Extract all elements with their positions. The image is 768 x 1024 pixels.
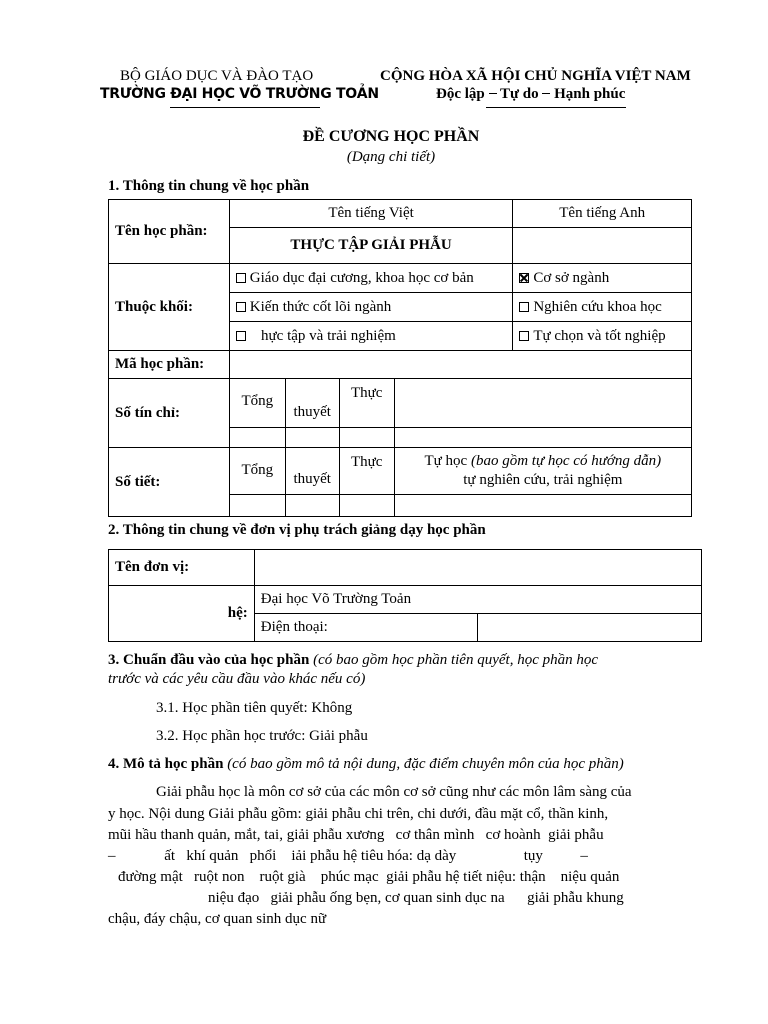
phone-value xyxy=(478,614,702,642)
section4-heading xyxy=(108,756,624,773)
block-elective-label: Tự chọn và tốt nghiệp xyxy=(533,327,666,344)
section4-note: (có bao gồm mô tả nội dung, đặc điểm chuyên môn của học phần) xyxy=(227,756,624,772)
section3-title: 3. Chuẩn đầu vào của học phần xyxy=(108,652,310,668)
block-core[interactable] xyxy=(229,293,513,322)
hours-total-header: Tổng xyxy=(229,448,285,495)
document-title: ĐỀ CƯƠNG HỌC PHẦN xyxy=(302,128,480,145)
hours-practical-header: Thực xyxy=(339,448,394,495)
col-vietnamese: Tên tiếng Việt xyxy=(229,200,513,228)
section3-note: (có bao gồm học phần tiên quyết, học phần học xyxy=(313,652,599,668)
block-research-label: Nghiên cứu khoa học xyxy=(533,298,662,315)
block-practice[interactable] xyxy=(229,322,513,351)
unit-info-table xyxy=(108,549,702,642)
credits-practical-value xyxy=(339,428,394,448)
country-name: CỘNG HÒA XÃ HỘI CHỦ NGHĨA VIỆT NAM xyxy=(380,68,691,84)
course-info-table xyxy=(108,199,692,517)
block-core-label: Kiến thức cốt lõi ngành xyxy=(249,298,392,315)
section3-note-line2: trước và các yêu cầu đầu vào khác nếu có) xyxy=(108,671,366,687)
description-line-4: – ất khí quản phổi iải phẫu hệ tiêu hóa: dạ dày tụy – xyxy=(108,848,588,864)
unit-value xyxy=(254,550,701,586)
section3-heading xyxy=(108,650,694,671)
code-label: Mã học phần: xyxy=(109,351,230,379)
self-study-line2: tự nghiên cứu, trải nghiệm xyxy=(463,472,623,488)
motto-2: Tự do xyxy=(499,86,539,102)
motto-dash-2 xyxy=(542,93,550,94)
code-value xyxy=(229,351,691,379)
name-label: Tên học phần: xyxy=(109,200,230,264)
self-study-note: (bao gồm tự học có hướng dẫn) xyxy=(470,453,662,469)
credits-extra-value xyxy=(394,428,691,448)
header-left-underline xyxy=(170,107,320,108)
phone-label: Điện thoại: xyxy=(254,614,478,642)
description-line-6: niệu đạo giải phẫu ống bẹn, cơ quan sinh dục na giải phẫu khung xyxy=(208,890,624,906)
block-practice-label: hực tập và trải nghiệm xyxy=(261,327,396,344)
course-name-en xyxy=(513,228,692,264)
description-line-7: chậu, đáy chậu, cơ quan sinh dục nữ xyxy=(108,911,327,927)
hours-theory-value xyxy=(285,495,339,517)
section1-heading: 1. Thông tin chung về học phần xyxy=(108,178,310,194)
motto-3: Hạnh phúc xyxy=(554,86,626,102)
credits-theory-header: thuyết xyxy=(285,379,339,428)
motto xyxy=(436,86,625,103)
block-elective[interactable] xyxy=(513,322,692,351)
hours-theory-header: thuyết xyxy=(285,448,339,495)
block-general-label: Giáo dục đại cương, khoa học cơ bản xyxy=(249,269,474,286)
description-line-2: y học. Nội dung Giải phẫu gồm: giải phẫu chi trên, chi dưới, đầu mặt cổ, thần kinh, xyxy=(108,806,609,822)
block-base-label: Cơ sở ngành xyxy=(533,269,610,286)
section4-title: 4. Mô tả học phần xyxy=(108,756,224,772)
contact-label: hệ: xyxy=(109,586,255,642)
document-subtitle: (Dạng chi tiết) xyxy=(346,149,436,165)
header-right-underline xyxy=(486,107,626,108)
hours-practical-value xyxy=(339,495,394,517)
motto-dash-1 xyxy=(489,93,497,94)
credits-label: Số tín chỉ: xyxy=(109,379,230,448)
credits-theory-value xyxy=(285,428,339,448)
checkbox-checked-icon[interactable] xyxy=(519,273,529,283)
description-line-1: Giải phẫu học là môn cơ sở của các môn cơ sở cũng như các môn lâm sàng của xyxy=(156,784,632,800)
block-base[interactable] xyxy=(513,264,692,293)
block-general[interactable] xyxy=(229,264,513,293)
hours-total-value xyxy=(229,495,285,517)
hours-label: Số tiết: xyxy=(109,448,230,517)
university-name: TRƯỜNG ĐẠI HỌC VÕ TRƯỜNG TOẢN xyxy=(100,86,379,102)
description-line-3: mũi hầu thanh quản, mắt, tai, giải phẫu xương cơ thân mình cơ hoành giải phẫu xyxy=(108,827,604,843)
block-research[interactable] xyxy=(513,293,692,322)
col-english: Tên tiếng Anh xyxy=(513,200,692,228)
credits-practical-header: Thực xyxy=(339,379,394,428)
prior-course: 3.2. Học phần học trước: Giải phẫu xyxy=(156,728,368,744)
motto-1: Độc lập xyxy=(436,86,485,102)
description-line-5: đường mật ruột non ruột già phúc mạc giải phẫu hệ tiết niệu: thận niệu quản xyxy=(118,869,620,885)
course-name-vi: THỰC TẬP GIẢI PHẪU xyxy=(229,228,513,264)
ministry-name: BỘ GIÁO DỤC VÀ ĐÀO TẠO xyxy=(120,68,314,84)
checkbox-empty-icon[interactable] xyxy=(236,302,246,312)
credits-extra-header xyxy=(394,379,691,428)
section2-heading: 2. Thông tin chung về đơn vị phụ trách giảng dạy học phần xyxy=(108,522,486,538)
checkbox-empty-icon[interactable] xyxy=(519,331,529,341)
hours-self-study-value xyxy=(394,495,691,517)
self-study-label: Tự học xyxy=(424,453,468,469)
hours-self-study-header xyxy=(394,448,691,495)
unit-label: Tên đơn vị: xyxy=(109,550,255,586)
checkbox-empty-icon[interactable] xyxy=(519,302,529,312)
checkbox-empty-icon[interactable] xyxy=(236,273,246,283)
checkbox-empty-icon[interactable] xyxy=(236,331,246,341)
credits-total-value xyxy=(229,428,285,448)
credits-total-header: Tổng xyxy=(229,379,285,428)
block-label: Thuộc khối: xyxy=(109,264,230,351)
address-value: Đại học Võ Trường Toản xyxy=(254,586,701,614)
prerequisite: 3.1. Học phần tiên quyết: Không xyxy=(156,700,353,716)
